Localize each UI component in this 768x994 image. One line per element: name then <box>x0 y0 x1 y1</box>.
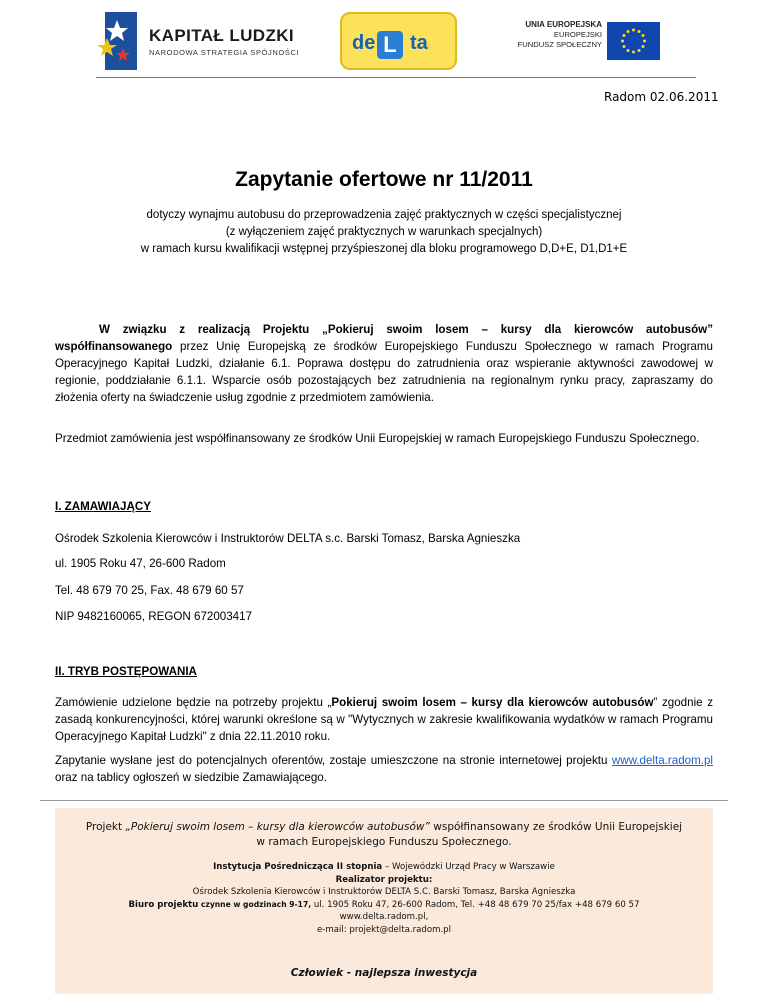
publication-text-a: Zapytanie wysłane jest do potencjalnych oferentów, zostaje umieszczone na stronie internetowej projektu <box>55 754 612 767</box>
section2-heading: II. TRYB POSTĘPOWANIA <box>55 665 197 678</box>
document-date: Radom 02.06.2011 <box>604 90 719 104</box>
footer-institution <box>55 861 713 874</box>
eu-flag-icon <box>607 22 660 60</box>
procedure-text-a: Zamówienie udzielone będzie na potrzeby projektu „ <box>55 696 332 709</box>
orderer-phone: Tel. 48 679 70 25, Fax. 48 679 60 57 <box>55 584 244 597</box>
eu-label-line3: FUNDUSZ SPOŁECZNY <box>517 40 602 49</box>
footer-motto: Człowiek - najlepsza inwestycja <box>290 967 478 979</box>
footer-institution-label: Instytucja Pośrednicząca II stopnia <box>213 862 383 872</box>
procedure-paragraph <box>55 694 713 745</box>
delta-logo <box>340 12 457 70</box>
footer-project-title: „Pokieruj swoim losem – kursy dla kierowców autobusów” <box>125 821 430 833</box>
eu-label <box>490 20 602 50</box>
subtitle-line2: (z wyłączeniem zajęć praktycznych w warunkach specjalnych) <box>225 226 543 238</box>
kapital-ludzki-logo <box>97 12 307 70</box>
footer-project-line2: w ramach Europejskiego Funduszu Społecznego. <box>256 836 512 848</box>
header-divider <box>96 77 696 78</box>
delta-logo-right: ta <box>410 32 428 54</box>
footer-office-hours: czynne w godzinach 9-17, <box>198 899 312 909</box>
publication-text-b: oraz na tablicy ogłoszeń w siedzibie Zamawiającego. <box>55 771 327 784</box>
kapital-ludzki-subtitle: NARODOWA STRATEGIA SPÓJNOŚCI <box>149 48 300 57</box>
footer-www: www.delta.radom.pl, <box>339 912 429 922</box>
kapital-ludzki-emblem-icon <box>97 12 137 70</box>
procedure-text-b: ” zgodnie z zasadą konkurencyjności, której warunki określone są w "Wytycznych w zakresie kwalifikowania wydatków w ramach Programu Operacyjnego Kapitał Ludzki" z dnia 22.11.2010 roku. <box>55 696 713 743</box>
delta-logo-left: de <box>352 32 376 54</box>
footer-divider <box>40 800 728 801</box>
procedure-project-name: Pokieruj swoim losem – kursy dla kierowców autobusów <box>331 696 654 709</box>
footer-project-a: Projekt <box>85 821 126 833</box>
footer-project <box>55 820 713 850</box>
kapital-ludzki-title: KAPITAŁ LUDZKI <box>149 26 295 45</box>
footer-office-address: ul. 1905 Roku 47, 26-600 Radom, Tel. +48 48 679 70 25/fax +48 679 60 57 <box>311 899 640 910</box>
delta-logo-l-box: L <box>377 31 403 59</box>
footer <box>55 808 713 994</box>
subtitle-line3: w ramach kursu kwalifikacji wstępnej przyśpieszonej dla bloku programowego D,D+E, D1,D1+E <box>140 243 628 255</box>
footer-office-label: Biuro projektu <box>128 899 199 910</box>
project-website-link[interactable]: www.delta.radom.pl <box>611 754 713 767</box>
eu-label-line2: EUROPEJSKI <box>553 30 602 39</box>
section1-heading: I. ZAMAWIAJĄCY <box>55 500 151 513</box>
subtitle-line1: dotyczy wynajmu autobusu do przeprowadzenia zajęć praktycznych w części specjalistycznej <box>146 209 622 221</box>
orderer-name: Ośrodek Szkolenia Kierowców i Instruktorów DELTA s.c. Barski Tomasz, Barska Agnieszka <box>55 532 521 545</box>
footer-realizator: Ośrodek Szkolenia Kierowców i Instruktorów DELTA S.C. Barski Tomasz, Barska Agnieszka <box>192 887 576 897</box>
footer-institution-name: – Wojewódzki Urząd Pracy w Warszawie <box>382 862 555 872</box>
footer-office <box>55 899 713 912</box>
footer-email: e-mail: projekt@delta.radom.pl <box>316 924 452 935</box>
eu-label-line1: UNIA EUROPEJSKA <box>525 20 602 29</box>
intro-paragraph <box>55 321 713 406</box>
document-subtitle <box>60 207 708 258</box>
orderer-address: ul. 1905 Roku 47, 26-600 Radom <box>55 557 226 570</box>
publication-paragraph <box>55 752 713 786</box>
intro-rest: przez Unię Europejską ze środków Europejskiego Funduszu Społecznego w ramach Programu Operacyjnego Kapitał Ludzki, działanie 6.1. Poprawa dostępu do zatrudnienia oraz wspieranie aktywności zawodowej w regionie, poddziałanie 6.1.1. Wsparcie osób pozostających bez zatrudnienia na regionalnym rynku pracy, zapraszamy do złożenia oferty na świadczenie usług zgodnie z przedmiotem zamówienia. <box>55 340 713 404</box>
orderer-nip-regon: NIP 9482160065, REGON 672003417 <box>55 610 253 623</box>
cofinance-paragraph: Przedmiot zamówienia jest współfinansowany ze środków Unii Europejskiej w ramach Europejskiego Funduszu Społecznego. <box>55 432 700 445</box>
intro-bold: W związku z realizacją Projektu „Pokieruj swoim losem – kursy dla kierowców autobusów” współfinansowanego <box>55 323 713 353</box>
footer-project-b: współfinansowany ze środków Unii Europejskiej <box>429 821 683 833</box>
footer-realizator-label: Realizator projektu: <box>335 874 433 885</box>
document-title: Zapytanie ofertowe nr 11/2011 <box>235 168 533 191</box>
